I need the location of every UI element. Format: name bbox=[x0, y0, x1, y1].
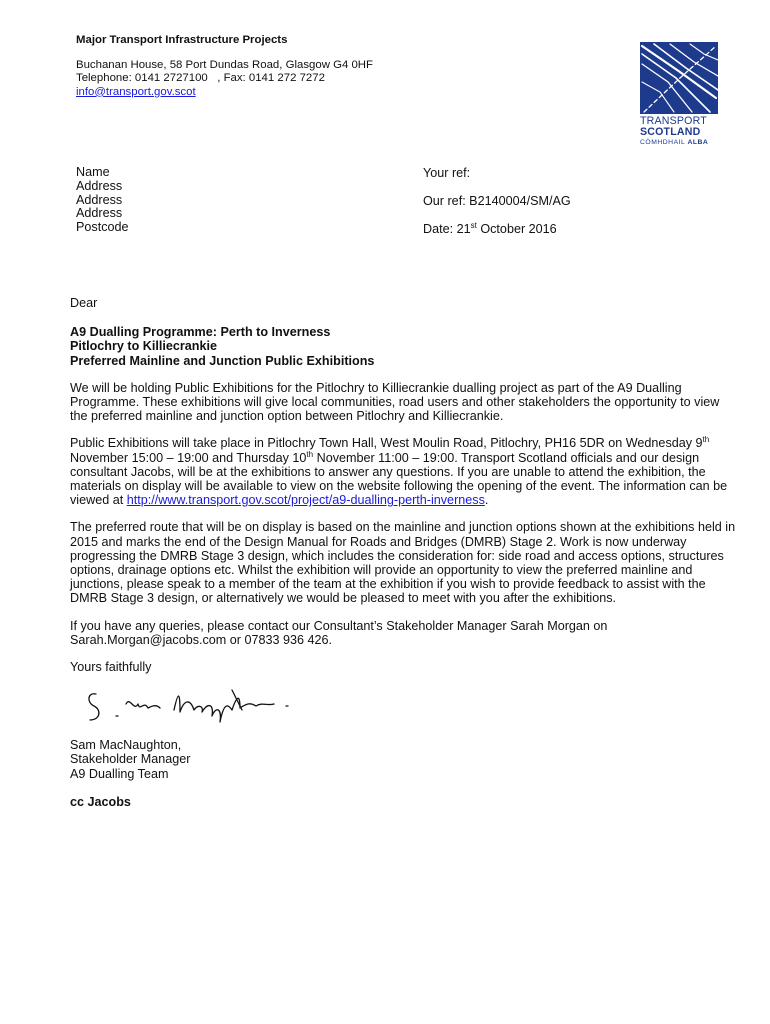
para2-sup: th bbox=[702, 435, 710, 445]
signatory-block bbox=[70, 738, 738, 781]
org-email-link[interactable]: info@transport.gov.scot bbox=[76, 85, 196, 98]
subject-line: Pitlochry to Killiecrankie bbox=[70, 339, 217, 354]
handwritten-signature bbox=[82, 682, 312, 734]
cc-line: cc Jacobs bbox=[70, 794, 131, 809]
signatory-title: Stakeholder Manager bbox=[70, 752, 191, 767]
paragraph-1: We will be holding Public Exhibitions for the Pitlochry to Killiecrankie dualling project as part of the A9 Dualling Programme. These exhibitions will give local communities, road users and other stakeholders the opportunity to view the preferred mainline and junction option between Pitlochry and Killiecrankie. bbox=[70, 380, 720, 424]
para2-sup: th bbox=[306, 449, 314, 459]
subject-heading bbox=[70, 325, 738, 368]
signatory-team: A9 Dualling Team bbox=[70, 766, 169, 781]
logo-road-icon bbox=[640, 42, 718, 114]
recipient-line: Address bbox=[76, 178, 123, 193]
para2-text: . bbox=[484, 493, 489, 508]
letterhead bbox=[76, 34, 373, 99]
logo-line-2: SCOTLAND bbox=[640, 126, 701, 138]
subject-line: Preferred Mainline and Junction Public Exhibitions bbox=[70, 353, 375, 368]
subject-line: A9 Dualling Programme: Perth to Inverness bbox=[70, 325, 331, 340]
transport-scotland-logo bbox=[640, 42, 720, 147]
paragraph-2 bbox=[70, 436, 738, 507]
logo-line-3b: ALBA bbox=[687, 139, 709, 146]
date-prefix: Date: 21 bbox=[423, 222, 471, 236]
date-sup: st bbox=[470, 220, 477, 230]
recipient-postcode: Postcode bbox=[76, 220, 129, 235]
closing: Yours faithfully bbox=[70, 660, 152, 675]
logo-line-3a: CÒMHDHAIL bbox=[640, 139, 686, 146]
paragraph-4: If you have any queries, please contact our Consultant’s Stakeholder Manager Sarah Morgan on Sarah.Morgan@jacobs.com or 07833 936 426. bbox=[70, 618, 608, 647]
recipient-line: Address bbox=[76, 206, 123, 221]
org-phone: Telephone: 0141 2727100 , Fax: 0141 272 7272 bbox=[76, 72, 325, 85]
para2-text: November 15:00 – 19:00 and Thursday 10 bbox=[70, 450, 307, 465]
logo-line-3 bbox=[640, 138, 720, 147]
letter-date bbox=[423, 222, 571, 236]
para2-text: November 11:00 – 19:00. Transport Scotland officials and our design consultant Jacobs, will be at the exhibitions to answer any questions. If you are unable to attend the exhibition, the materials on display will be available to view on the website following the opening of the event. The information can be viewed at bbox=[70, 450, 728, 508]
your-ref: Your ref: bbox=[423, 166, 471, 180]
org-name: Major Transport Infrastructure Projects bbox=[76, 34, 288, 46]
recipient-address bbox=[76, 166, 129, 235]
recipient-line: Address bbox=[76, 192, 123, 207]
date-suffix: October 2016 bbox=[476, 222, 557, 236]
reference-block bbox=[423, 166, 571, 236]
org-address: Buchanan House, 58 Port Dundas Road, Glasgow G4 0HF bbox=[76, 58, 373, 71]
salutation: Dear bbox=[70, 296, 98, 310]
letter-body bbox=[70, 296, 738, 809]
our-ref: Our ref: B2140004/SM/AG bbox=[423, 194, 571, 208]
logo-line-1: TRANSPORT bbox=[640, 115, 707, 127]
recipient-name: Name bbox=[76, 165, 110, 179]
signatory-name: Sam MacNaughton, bbox=[70, 738, 182, 753]
project-website-link[interactable]: http://www.transport.gov.scot/project/a9-dualling-perth-inverness bbox=[126, 493, 485, 508]
para2-text: Public Exhibitions will take place in Pitlochry Town Hall, West Moulin Road, Pitlochry, PH16 5DR on Wednesday 9 bbox=[70, 436, 703, 451]
paragraph-3: The preferred route that will be on display is based on the mainline and junction options shown at the exhibitions held in 2015 and marks the end of the Design Manual for Roads and Bridges (DMRB) Stage 2. Work is now underway progressing the DMRB Stage 3 design, which includes the consideration for: side road and access options, structures options, drainage options etc. Whilst the exhibition will provide an opportunity to view the preferred mainline and junctions, please speak to a member of the team at the exhibition if you wish to provide feedback to assist with the DMRB Stage 3 design, or alternatively we would be pleased to meet with you after the exhibitions. bbox=[70, 520, 736, 606]
